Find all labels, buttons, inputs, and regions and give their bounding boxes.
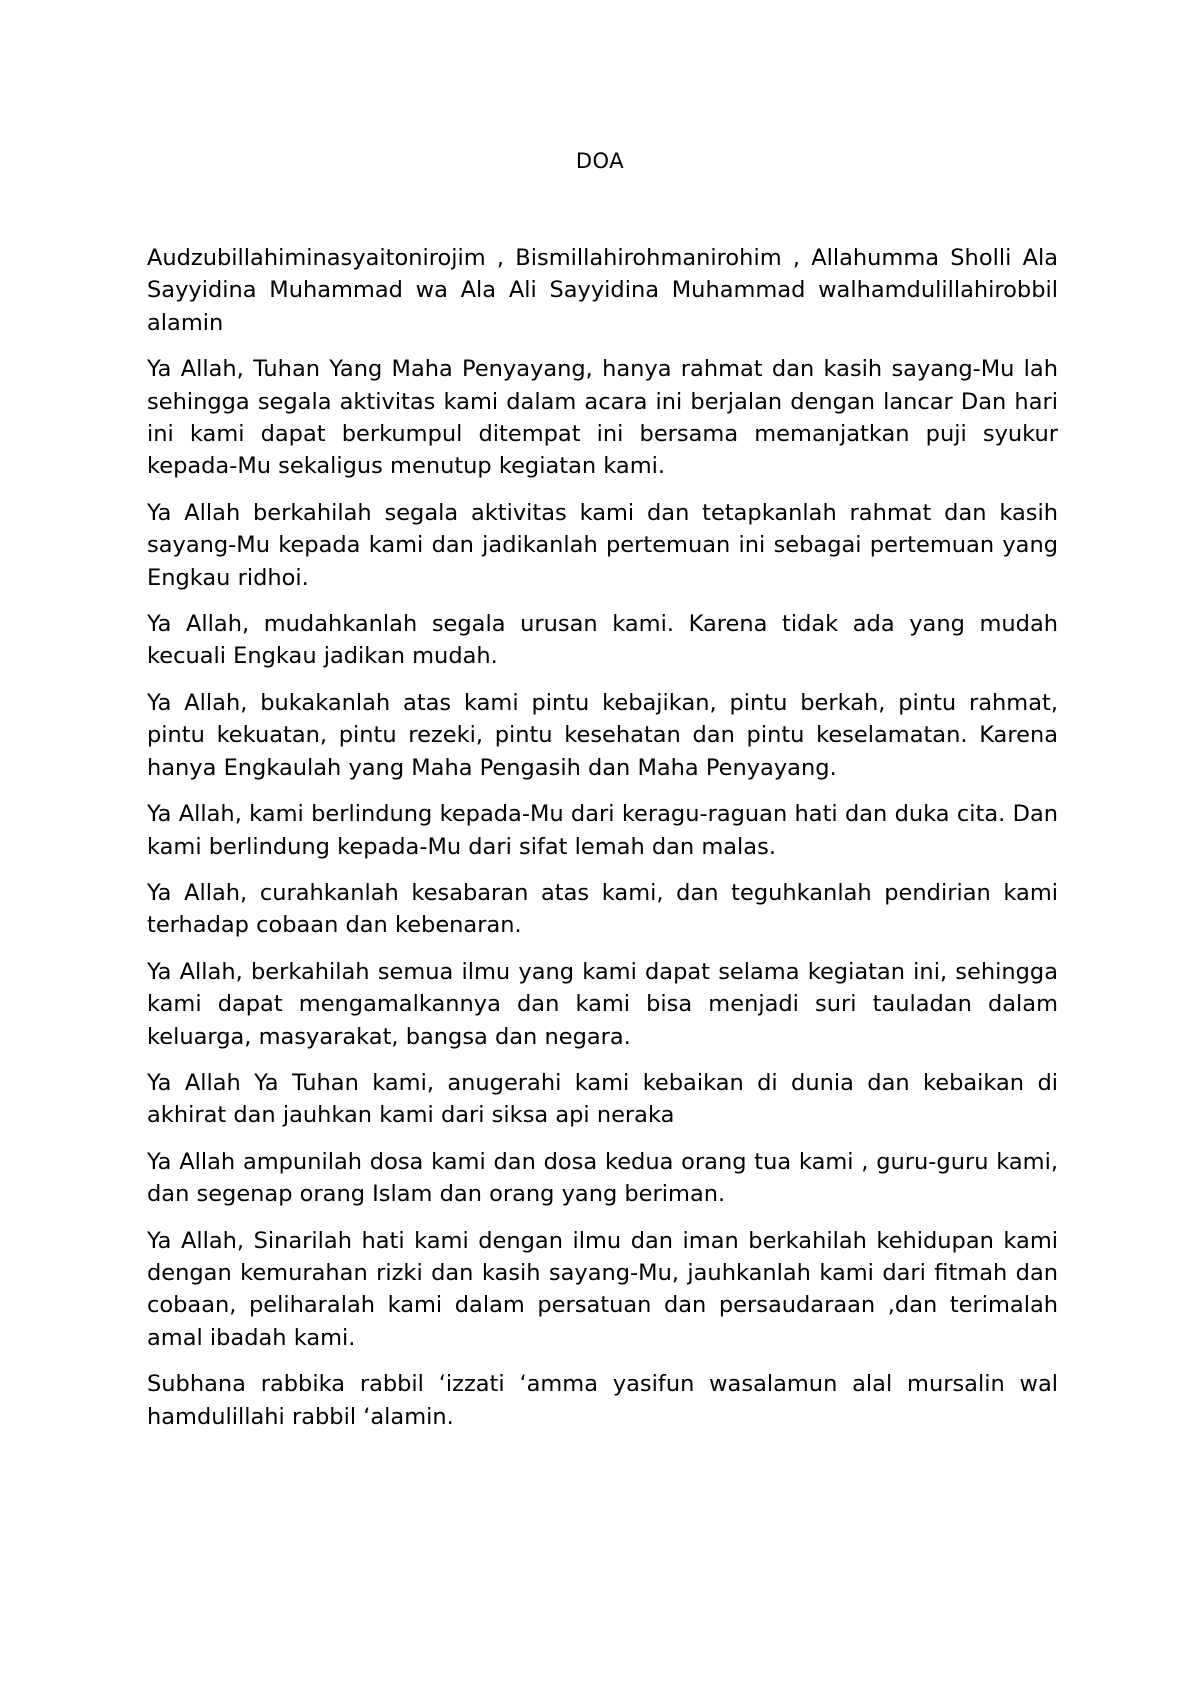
document-title: DOA — [575, 149, 625, 173]
paragraph: Ya Allah, kami berlindung kepada-Mu dari keragu-raguan hati dan duka cita. Dan kami berlindung kepada-Mu dari sifat lemah dan malas. — [147, 801, 1058, 860]
paragraph: Ya Allah, mudahkanlah segala urusan kami. Karena tidak ada yang mudah kecuali Engkau jadikan mudah. — [147, 611, 1058, 670]
document-body — [147, 242, 1058, 1447]
paragraph: Ya Allah Ya Tuhan kami, anugerahi kami kebaikan di dunia dan kebaikan di akhirat dan jauhkan kami dari siksa api neraka — [147, 1069, 1058, 1129]
paragraph: Subhana rabbika rabbil ‘izzati ‘amma yasifun wasalamun alal mursalin wal hamdulillahi rabbil ‘alamin. — [147, 1371, 1058, 1430]
paragraph: Ya Allah, Sinarilah hati kami dengan ilmu dan iman berkahilah kehidupan kami dengan kemurahan rizki dan kasih sayang-Mu, jauhkanlah kami dari fitmah dan cobaan, peliharalah kami dalam persatuan dan persaudaraan ,dan terimalah amal ibadah kami. — [147, 1227, 1058, 1351]
paragraph: Ya Allah, curahkanlah kesabaran atas kami, dan teguhkanlah pendirian kami terhadap cobaan dan kebenaran. — [147, 879, 1058, 939]
paragraph: Ya Allah, Tuhan Yang Maha Penyayang, hanya rahmat dan kasih sayang-Mu lah sehingga segala aktivitas kami dalam acara ini berjalan dengan lancar Dan hari ini kami dapat berkumpul ditempat ini bersama memanjatkan puji syukur kepada-Mu sekaligus menutup kegiatan kami. — [147, 356, 1058, 480]
paragraph: Audzubillahiminasyaitonirojim , Bismillahirohmanirohim , Allahumma Sholli Ala Sayyidina Muhammad wa Ala Ali Sayyidina Muhammad walhamdulillahirobbil alamin — [147, 245, 1058, 336]
paragraph: Ya Allah ampunilah dosa kami dan dosa kedua orang tua kami , guru-guru kami, dan segenap orang Islam dan orang yang beriman. — [147, 1148, 1058, 1208]
paragraph: Ya Allah berkahilah segala aktivitas kami dan tetapkanlah rahmat dan kasih sayang-Mu kepada kami dan jadikanlah pertemuan ini sebagai pertemuan yang Engkau ridhoi. — [147, 499, 1058, 591]
paragraph: Ya Allah, bukakanlah atas kami pintu kebajikan, pintu berkah, pintu rahmat, pintu kekuatan, pintu rezeki, pintu kesehatan dan pintu keselamatan. Karena hanya Engkaulah yang Maha Pengasih dan Maha Penyayang. — [147, 689, 1058, 781]
paragraph: Ya Allah, berkahilah semua ilmu yang kami dapat selama kegiatan ini, sehingga kami dapat mengamalkannya dan kami bisa menjadi suri tauladan dalam keluarga, masyarakat, bangsa dan negara. — [147, 958, 1058, 1050]
